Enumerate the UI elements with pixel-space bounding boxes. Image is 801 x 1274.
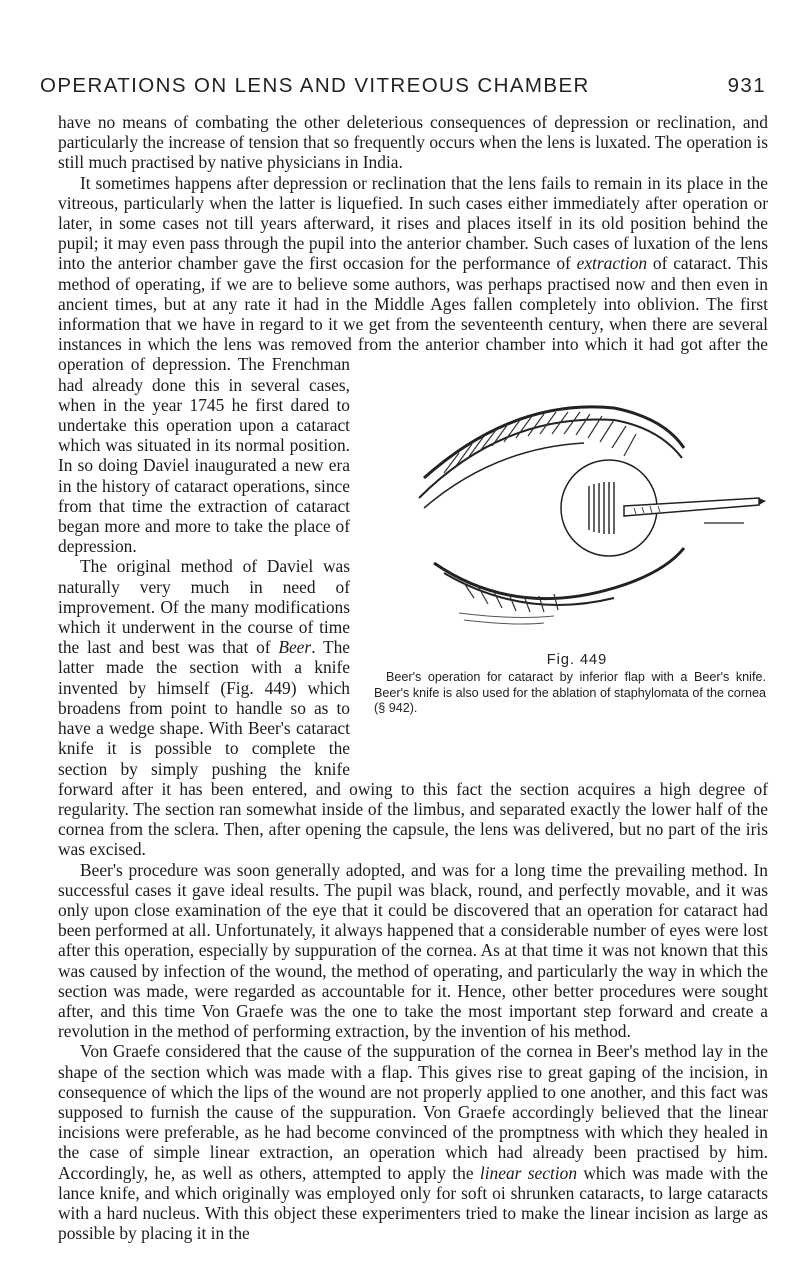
body-text bbox=[58, 112, 768, 1243]
eye-knife-illustration bbox=[364, 358, 768, 648]
figure-number: Fig. 449 bbox=[546, 652, 608, 669]
paragraph-3: The original method of Daviel was naturally very much in need of improvement. Of the many modifications which it underwent in the course of time the last and best was that of Beer. The latter made the section with a knife invented by himself (Fig. 449) which broadens from point to handle so as to have a wedge shape. With Beer's cataract knife it is possible to complete the section by simply pushing the knife forward after it has been entered, and owing to this fact the section acquires a high degree of regularity. The section ran somewhat inside of the limbus, and separated exactly the lower half of the cornea from the sclera. Then, after opening the capsule, the lens was delivered, but no part of the iris was excised. bbox=[58, 556, 768, 860]
paragraph-5: Von Graefe considered that the cause of the suppuration of the cornea in Beer's method lay in the shape of the section which was made with a flap. This gives rise to great gaping of the incision, in consequence of which the lips of the wound are not properly applied to one another, and this fact was supposed to furnish the cause of the suppuration. Von Graefe accordingly believed that the linear incisions were preferable, as he had become convinced of the promptness with which they healed in the case of simple linear extraction, an operation which had already been practised by him. Accordingly, he, as well as others, attempted to apply the linear section which was made with the lance knife, and which originally was employed only for soft oi shrunken cataracts, to large cataracts with a hard nucleus. With this object these experimenters tried to make the linear incision as large as possible by placing it in the bbox=[58, 1041, 769, 1244]
figure-caption: Beer's operation for cataract by inferior flap with a Beer's knife. Beer's knife is also used for the ablation of staphylomata of the cornea (§ 942). bbox=[374, 670, 766, 716]
emphasis-extraction: extraction bbox=[576, 253, 648, 274]
running-head: OPERATIONS ON LENS AND VITREOUS CHAMBER bbox=[40, 74, 590, 97]
page-number: 931 bbox=[727, 74, 766, 97]
paragraph-1: have no means of combating the other deleterious consequences of depression or reclination, and particularly the increase of tension that so frequently occurs when the lens is luxated. The operation is still much practised by native physicians in India. bbox=[58, 112, 768, 173]
paragraph-2: It sometimes happens after depression or reclination that the lens fails to remain in its place in the vitreous, particularly when the latter is liquefied. In such cases either immediately after operation or later, in some cases not till years afterward, it rises and places itself in its old position behind the pupil; it may even pass through the pupil into the anterior chamber. Such cases of luxation of the lens into the anterior chamber gave the first occasion for the performance of extraction of cataract. This method of operating, if we are to believe some authors, was perhaps practised now and then even in ancient times, but at any rate it had in the Middle Ages fallen completely into oblivion. The first information that we have in regard to it we get from the seventeenth century, when there are several instances in which the lens was removed from the anterior chamber into which it had got after the operation of depression. The Frenchman Fig. 449 Beer's operation for cataract by inferior flap with a Beer's knife. Beer's knife is also used for the ablation of staphylomata of the cornea (§ 942). had already done this in several cases, when in the year 1745 he first dared to undertake this operation upon a cataract which was situated in its normal position. In so doing Daviel inaugurated a new era in the history of cataract operations, since from that time the extraction of cataract began more and more to take the place of depression. bbox=[58, 173, 768, 557]
figure-449 bbox=[364, 358, 768, 762]
page-header bbox=[40, 70, 766, 104]
emphasis-beer: Beer bbox=[278, 637, 312, 658]
emphasis-linear-section: linear section bbox=[479, 1162, 578, 1183]
paragraph-4: Beer's procedure was soon generally adopted, and was for a long time the prevailing method. In successful cases it gave ideal results. The pupil was black, round, and perfectly movable, and it was only upon close examination of the eye that it could be discovered that an operation for cataract had been performed at all. Unfortunately, it always happened that a considerable number of eyes were lost after this operation, especially by suppuration of the cornea. As at that time it was not known that this was caused by infection of the wound, the method of operating, and particularly the way in which the section was made, were regarded as accountable for it. Hence, other better procedures were sought after, and this time Von Graefe was the one to take the most important step forward and create a revolution in the method of performing extraction, by the invention of his method. bbox=[58, 859, 768, 1042]
